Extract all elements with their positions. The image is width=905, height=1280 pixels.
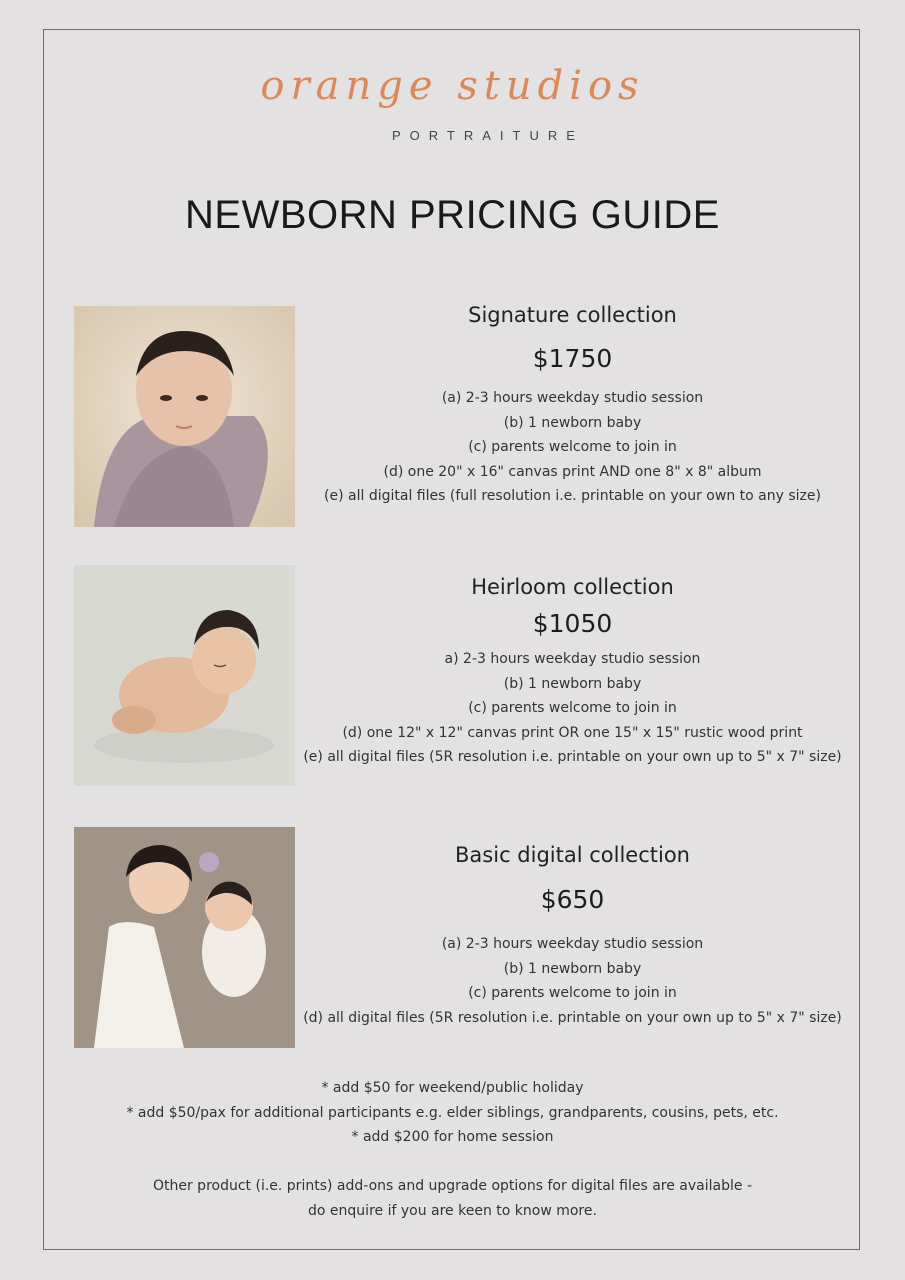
signature-photo: [74, 306, 295, 527]
package-price: $650: [540, 885, 605, 914]
list-item: (e) all digital files (full resolution i.e. printable on your own to any size): [324, 488, 821, 504]
note-line: * add $50/pax for additional participants e.g. elder siblings, grandparents, cousins, pets, etc.: [126, 1104, 779, 1121]
note-line: * add $200 for home session: [351, 1129, 554, 1145]
package-basic-digital: [300, 841, 845, 1030]
footer-line: do enquire if you are keen to know more.: [308, 1202, 597, 1219]
list-item: (b) 1 newborn baby: [503, 675, 642, 692]
list-item: (a) 2-3 hours weekday studio session: [441, 936, 704, 952]
list-item: (b) 1 newborn baby: [503, 414, 642, 431]
list-item: (d) one 20" x 16" canvas print AND one 8" x 8" album: [383, 463, 762, 480]
package-items: [300, 386, 845, 509]
list-item: (e) all digital files (5R resolution i.e. printable on your own up to 5" x 7" size): [303, 749, 842, 765]
page-title: NEWBORN PRICING GUIDE: [185, 193, 720, 237]
list-item: (c) parents welcome to join in: [468, 439, 677, 455]
list-item: (c) parents welcome to join in: [468, 700, 677, 716]
list-item: a) 2-3 hours weekday studio session: [444, 651, 701, 667]
list-item: (a) 2-3 hours weekday studio session: [441, 390, 704, 406]
footer-line: Other product (i.e. prints) add-ons and upgrade options for digital files are available -: [152, 1178, 752, 1194]
package-name: Signature collection: [468, 303, 677, 327]
note-line: * add $50 for weekend/public holiday: [321, 1080, 584, 1096]
heirloom-photo: [74, 565, 295, 786]
footer-text: [0, 1174, 905, 1223]
package-heirloom: [300, 573, 845, 770]
list-item: (b) 1 newborn baby: [503, 960, 642, 977]
package-price: $1750: [532, 344, 613, 373]
brand-logo: [0, 62, 905, 143]
add-on-notes: [0, 1076, 905, 1150]
logo-subtitle: PORTRAITURE: [392, 128, 584, 143]
list-item: (c) parents welcome to join in: [468, 985, 677, 1001]
list-item: (d) one 12" x 12" canvas print OR one 15" x 15" rustic wood print: [342, 724, 803, 741]
package-price: $1050: [532, 609, 613, 638]
package-signature: [300, 301, 845, 509]
basic-digital-photo: [74, 827, 295, 1048]
package-items: [300, 647, 845, 770]
package-items: [300, 932, 845, 1030]
list-item: (d) all digital files (5R resolution i.e. printable on your own up to 5" x 7" size): [303, 1009, 842, 1026]
package-name: Heirloom collection: [471, 575, 674, 599]
package-name: Basic digital collection: [455, 843, 690, 867]
logo-script: orange studios: [260, 63, 645, 109]
